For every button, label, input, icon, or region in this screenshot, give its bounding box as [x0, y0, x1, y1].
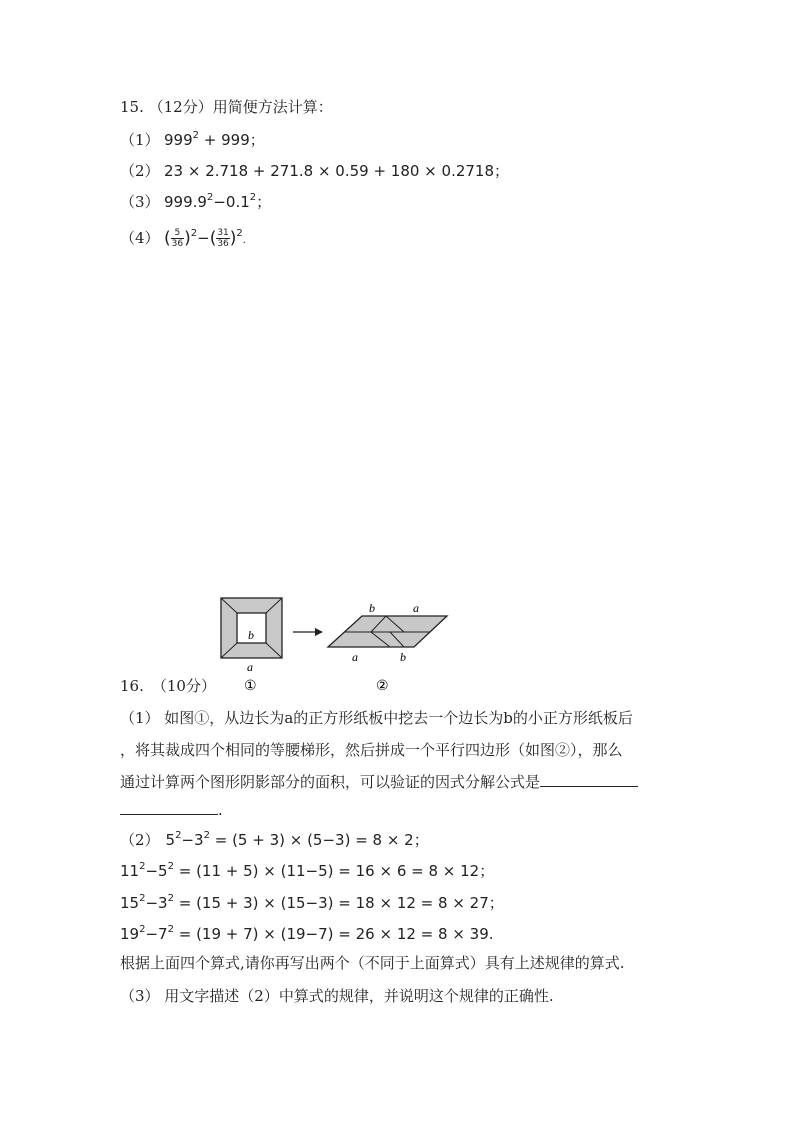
eq3-a-exp: 2	[139, 893, 146, 904]
eq1-b: −3	[181, 831, 204, 849]
q15-item-3-minus: −0.1	[213, 193, 250, 211]
q16-number: 16.	[120, 677, 144, 695]
q15-item-2-expr: 23 × 2.718 + 271.8 × 0.59 + 180 × 0.2718；	[164, 162, 510, 180]
figure-1-label-a: a	[247, 660, 253, 674]
q15-item-1-rest: + 999；	[199, 131, 265, 149]
eq4-a: 19	[120, 925, 140, 943]
q16-part1-end: .	[218, 801, 223, 819]
figure-2-label-bottom-b: b	[400, 650, 406, 664]
eq4-b: −7	[145, 925, 168, 943]
eq3-rest: = (15 + 3) × (15−3) = 18 × 12 = 8 × 27；	[173, 894, 504, 912]
answer-blank-1[interactable]	[540, 772, 638, 787]
q16-part2-text: 根据上面四个算式,请你再写出两个（不同于上面算式）具有上述规律的算式.	[120, 954, 625, 972]
figure-1-label-b: b	[248, 628, 254, 642]
eq3-b: −3	[145, 894, 168, 912]
figure-2-label-top-b: b	[369, 601, 375, 615]
q16-eq1	[120, 830, 429, 850]
eq1-a: 5	[165, 831, 176, 849]
q16-part1-line4	[120, 800, 223, 820]
eq2-b: −5	[145, 862, 168, 880]
arrow-icon	[293, 628, 323, 636]
fraction-1-denominator: 36	[171, 239, 184, 249]
q15-item-4: （4） ( $\frac{5}{36}$ )$^2$−( $\frac{31}{36}$ )$^2$.	[120, 228, 246, 249]
eq2-a-exp: 2	[139, 861, 146, 872]
fraction-2-denominator: 36	[217, 239, 229, 249]
eq2-rest: = (11 + 5) × (11−5) = 16 × 6 = 8 × 12；	[173, 862, 495, 880]
eq1-b-exp: 2	[203, 830, 210, 841]
q15-item-2-label: （2）	[120, 162, 160, 180]
eq2-b-exp: 2	[167, 861, 174, 872]
figure-2-label-bottom-a: a	[352, 650, 358, 664]
eq4-a-exp: 2	[139, 924, 146, 935]
eq1-a-exp: 2	[175, 830, 182, 841]
figure-1-number: ①	[244, 678, 257, 694]
q16-part2-label: （2）	[120, 831, 160, 849]
q15-item-4-exp2: 2	[236, 228, 243, 239]
q16-eq3	[120, 893, 504, 913]
q16-part1-line1: （1） 如图①，从边长为a的正方形纸板中挖去一个边长为b的小正方形纸板后	[120, 709, 633, 727]
q16-part3-text: （3） 用文字描述（2）中算式的规律，并说明这个规律的正确性.	[120, 987, 554, 1005]
q15-item-1-base: 999	[164, 131, 193, 149]
q16-header	[120, 676, 216, 696]
q15-header: 15. （12分）用简便方法计算：	[120, 98, 333, 116]
answer-blank-2[interactable]	[120, 800, 218, 815]
figure-2-parallelogram	[328, 616, 447, 647]
q16-score: （10分）	[151, 677, 216, 695]
q16-part1-line2: ，将其裁成四个相同的等腰梯形，然后拼成一个平行四边形（如图②），那么	[120, 741, 623, 759]
eq3-a: 15	[120, 894, 140, 912]
eq1-rest: = (5 + 3) × (5−3) = 8 × 2；	[209, 831, 429, 849]
q16-part1-line3	[120, 772, 638, 792]
q15-item-1-exp: 2	[192, 130, 200, 141]
fraction-2-numerator: 31	[217, 228, 229, 238]
figure-2-number: ②	[376, 678, 389, 694]
q15-item-3-base: 999.9	[164, 193, 207, 211]
eq4-b-exp: 2	[167, 924, 174, 935]
eq2-a: 11	[120, 862, 140, 880]
q15-item-3-exp2: 2	[249, 192, 257, 203]
q16-part1-line3-text: 通过计算两个图形阴影部分的面积，可以验证的因式分解公式是	[120, 773, 541, 791]
q16-eq4	[120, 924, 494, 944]
q15-item-3-end: ；	[256, 193, 272, 211]
q15-item-1-label: （1）	[120, 131, 160, 149]
q15-item-3-label: （3）	[120, 193, 160, 211]
q15-item-4-label: （4）	[120, 229, 160, 247]
q15-item-3-exp1: 2	[206, 192, 214, 203]
figure-2-label-top-a: a	[413, 601, 419, 615]
q15-item-4-minus: −	[197, 229, 210, 247]
q15-item-4-exp1: 2	[190, 228, 198, 239]
eq4-rest: = (19 + 7) × (19−7) = 26 × 12 = 8 × 39.	[173, 925, 494, 943]
q15-item-4-end: .	[242, 235, 246, 246]
q16-eq2	[120, 861, 494, 881]
fraction-1-numerator: 5	[171, 228, 184, 239]
eq3-b-exp: 2	[167, 893, 174, 904]
